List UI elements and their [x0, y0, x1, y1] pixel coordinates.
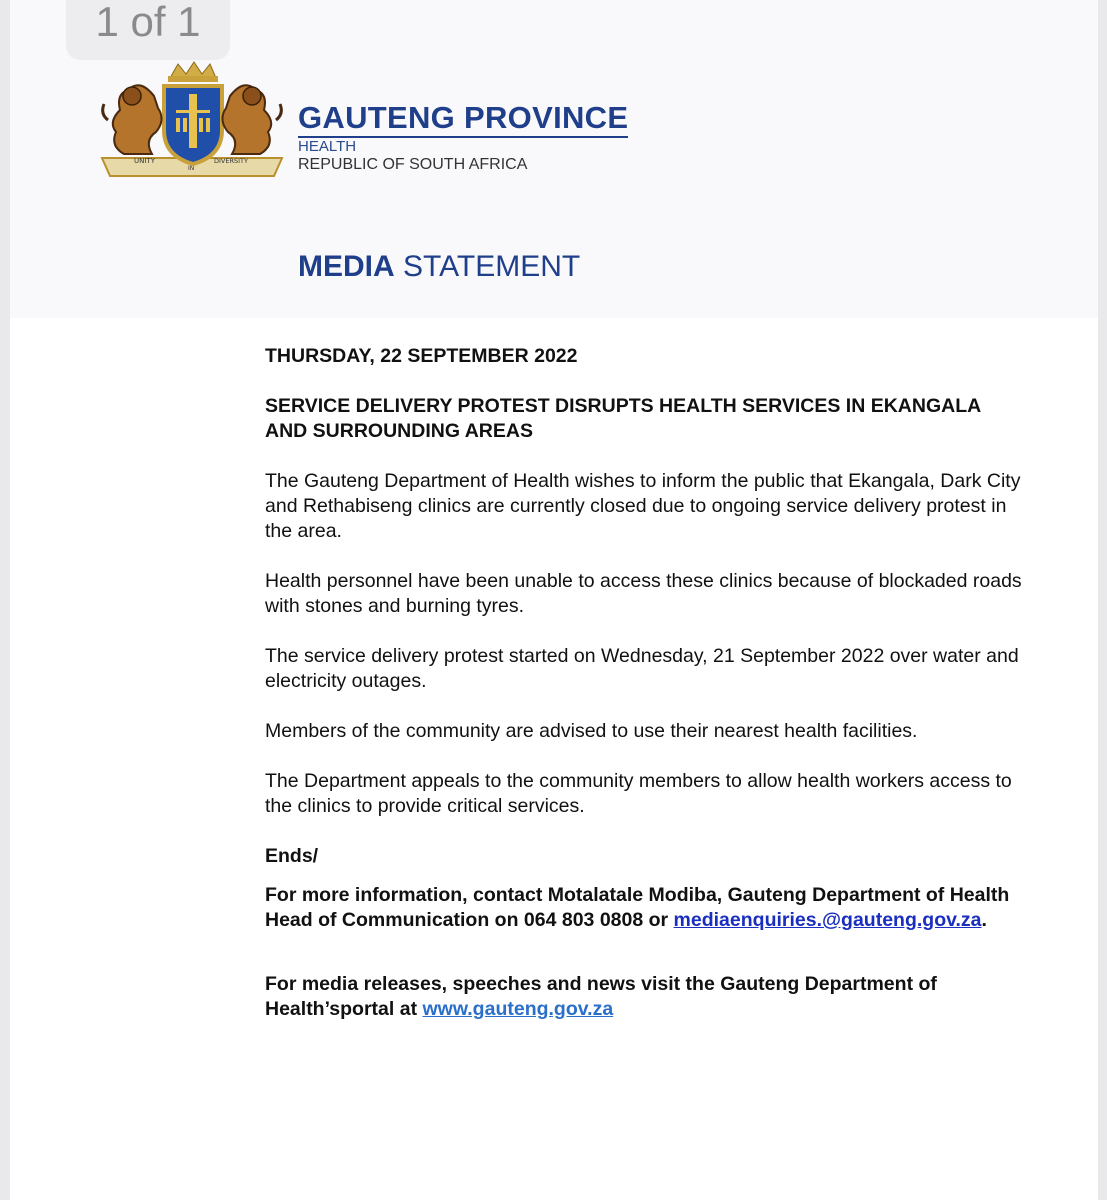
contact-info: [265, 883, 1025, 933]
svg-text:UNITY: UNITY: [134, 157, 155, 165]
contact-email-link[interactable]: mediaenquiries.@gauteng.gov.za: [673, 909, 982, 931]
paragraph: Health personnel have been unable to access these clinics because of blockaded roads with stones and burning tyres.: [265, 570, 1022, 617]
ends-marker: Ends/: [265, 845, 319, 867]
contact-text: For more information, contact Motalatale Modiba, Gauteng Department of Health Head of Communication on 064 803 0808 or: [265, 884, 1010, 931]
paragraph: The Gauteng Department of Health wishes to inform the public that Ekangala, Dark City and Rethabiseng clinics are currently closed due to ongoing service delivery protest in the area.: [265, 470, 1021, 542]
country-name: REPUBLIC OF SOUTH AFRICA: [298, 156, 528, 173]
statement-headline: SERVICE DELIVERY PROTEST DISRUPTS HEALTH SERVICES IN EKANGALA AND SURROUNDING AREAS: [265, 395, 981, 442]
visit-text: For media releases, speeches and news visit the Gauteng Department of Health’sportal at: [265, 973, 937, 1020]
media-portal-info: [265, 972, 1025, 1022]
letterhead: [10, 0, 1098, 318]
document-type-rest: STATEMENT: [394, 250, 581, 283]
page-counter: 1 of 1: [66, 0, 230, 60]
department-name: HEALTH: [298, 138, 357, 155]
paragraph: The Department appeals to the community members to allow health workers access to the clinics to provide critical services.: [265, 770, 1012, 817]
statement-date: THURSDAY, 22 SEPTEMBER 2022: [265, 345, 578, 367]
organization-name: GAUTENG PROVINCE: [298, 101, 628, 138]
document-type-bold: MEDIA: [298, 250, 395, 283]
svg-text:IN: IN: [188, 165, 195, 172]
document-page: [10, 0, 1098, 1200]
paragraph: The service delivery protest started on Wednesday, 21 September 2022 over water and electricity outages.: [265, 645, 1019, 692]
document-type-title: [298, 249, 580, 285]
svg-text:DIVERSITY: DIVERSITY: [214, 157, 248, 165]
contact-end: .: [981, 909, 987, 931]
coat-of-arms-logo: [94, 60, 290, 182]
paragraph: Members of the community are advised to use their nearest health facilities.: [265, 720, 918, 742]
statement-body: [265, 344, 1025, 1022]
website-link[interactable]: www.gauteng.gov.za: [422, 998, 614, 1020]
